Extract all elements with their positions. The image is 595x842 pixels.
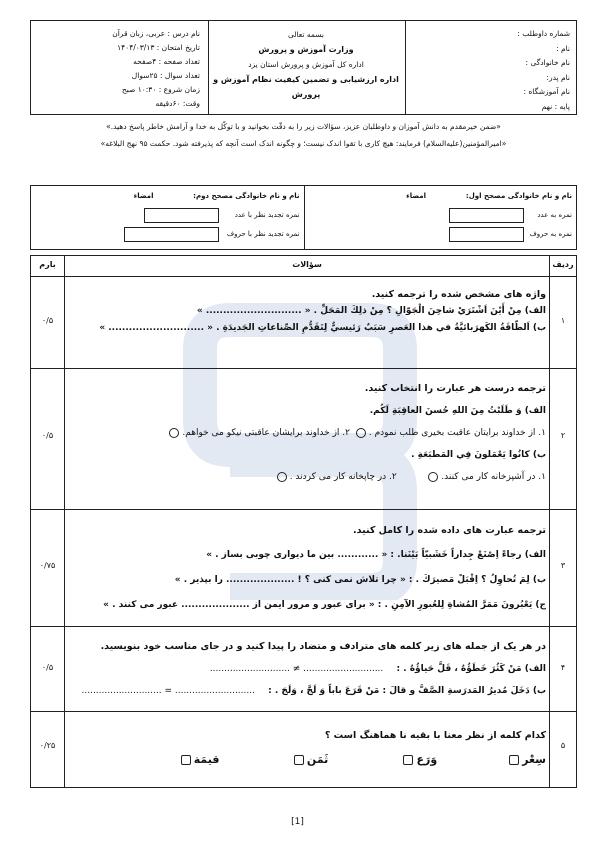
second-grader-signature-label: امضاء xyxy=(133,192,154,200)
question-score: ۰/۷۵ xyxy=(39,561,56,570)
question-title: در هر یک از جمله های زیر کلمه های مترادف و متضاد را پیدا کنید و در جای مناسب خود بنویسید. xyxy=(100,641,546,652)
exam-header xyxy=(30,20,577,115)
last-name-label: نام خانوادگی : xyxy=(525,58,570,67)
score-letters-field[interactable] xyxy=(449,227,524,242)
question-line-text: الف) مَنْ كَثُرَ خَطَؤُهُ ، قَلَّ حَياؤُهُ . : xyxy=(396,664,546,674)
question-line xyxy=(66,680,546,702)
question-line: الف) رجاءً اِصْنَعْ جِداراً خَشَبيّاً بَيْنَنا. : « ............ بین ما دیواری چوبی بساز . » xyxy=(206,550,546,560)
option-checkbox[interactable] xyxy=(509,755,519,765)
grade-label: پایه : نهم xyxy=(541,101,570,111)
question-line: ب) اَلطّاقَةُ الكَهرَبائيَّةُ في هذا العَصرِ سَبَبٌ رَئيسيٌّ لِتَقَدُّمِ الصِّناعاتِ الجَديدَةِ . « ............................ » xyxy=(99,323,546,333)
subject-label: نام درس : عربی، زبان قرآن xyxy=(112,29,200,38)
question-5 xyxy=(66,724,546,772)
page-number: [1] xyxy=(291,817,304,827)
question-number: ۳ xyxy=(560,561,566,570)
question-title: ترجمه درست هر عبارت را انتخاب کنید. xyxy=(364,383,546,394)
question-number: ۱ xyxy=(560,316,566,325)
revised-digits-field[interactable] xyxy=(144,208,219,223)
option-radio[interactable] xyxy=(428,472,438,482)
col-score-header: بارم xyxy=(39,260,56,269)
duration-label: وقت: ۶۰دقیقه xyxy=(155,99,200,108)
question-count-label: تعداد سوال : ۲۵سوال xyxy=(131,71,200,80)
revised-letters-label: نمره تجدید نظر با حروف xyxy=(226,230,300,238)
questions-table xyxy=(30,255,577,788)
intro-quote: «امیرالمؤمنین(علیه‌السلام) فرمایند: هیچ کاری با تقوا اندک نیست؛ و چگونه اندک است آنچه که پذیرفته شود. حکمت ۹۵ نهج البلاغه» xyxy=(100,139,507,148)
question-score: ۰/۵ xyxy=(41,431,54,440)
antonym-blank[interactable]: ............................ ≠ ............................ xyxy=(209,664,384,674)
option-radio[interactable] xyxy=(277,472,287,482)
first-name-label: نام : xyxy=(556,43,570,53)
col-row-header: ردیف xyxy=(552,260,574,269)
question-title: کدام کلمه از نظر معنا با بقیه نا هماهنگ است ؟ xyxy=(324,730,546,741)
second-grader-block xyxy=(31,186,304,249)
ministry-name: وزارت آموزش و پرورش xyxy=(258,45,354,54)
option-text: وَرَع xyxy=(416,753,438,766)
exam-info xyxy=(31,21,208,114)
first-grader-signature-label: امضاء xyxy=(406,192,426,200)
option-text: ثَمَن xyxy=(306,753,329,766)
question-number: ۵ xyxy=(560,741,566,750)
question-score: ۰/۵ xyxy=(41,663,54,672)
option-checkbox[interactable] xyxy=(181,755,191,765)
question-number: ۴ xyxy=(560,663,566,672)
option-radio[interactable] xyxy=(169,428,179,438)
bismillah: بسمه تعالی xyxy=(287,30,325,39)
ministry-info xyxy=(206,21,406,114)
question-line xyxy=(66,658,546,680)
option-text: ۲. از خداوند برایشان عاقبتی نیکو می خواهم. xyxy=(182,428,350,438)
score-letters-label: نمره به حروف xyxy=(529,230,572,238)
directorate-name: اداره کل آموزش و پرورش استان یزد xyxy=(248,60,364,69)
option-checkbox[interactable] xyxy=(294,755,304,765)
page-count-label: تعداد صفحه : ۴صفحه xyxy=(133,57,200,66)
synonym-blank[interactable]: ............................ = ............................ xyxy=(81,686,255,696)
intro-greeting: «ضمن خیرمقدم به دانش آموزان و داوطلبان عزیز، سؤالات زیر را به دقّت بخوانید و با توکّل به خدا و آرامش خاطر پاسخ دهید.» xyxy=(106,122,501,131)
col-questions-header: سؤالات xyxy=(292,260,322,269)
question-line: ج) يَعْبُرونَ مَمَرَّ المُشاةِ لِلعُبورِ الآمِنِ . : « برای عبور و مرور ایمن از .................... عبور می کنند . » xyxy=(103,600,546,610)
question-2 xyxy=(66,378,546,488)
option-checkbox[interactable] xyxy=(403,755,413,765)
father-name-label: نام پدر: xyxy=(546,72,570,82)
office-name: اداره ارزشیابی و تضمین کیفیت نظام آموزش و پرورش xyxy=(213,75,399,99)
school-name-label: نام آموزشگاه : xyxy=(523,87,570,96)
question-score: ۰/۲۵ xyxy=(39,741,56,750)
start-time-label: زمان شروع : ۱۰:۳۰ صبح xyxy=(121,85,200,94)
exam-date-label: تاریخ امتحان : ۱۴۰۴/۰۳/۱۳ xyxy=(117,43,200,52)
option-text: سِعْر xyxy=(522,753,546,766)
question-4 xyxy=(66,636,546,702)
revised-letters-field[interactable] xyxy=(124,227,219,242)
score-digits-label: نمره به عدد xyxy=(537,211,572,219)
question-line: ب) كانُوا يَعْمَلونَ فِي المَطبَعَةِ . xyxy=(411,450,546,460)
option-row xyxy=(66,422,546,444)
first-grader-label: نام و نام خانوادگی مصحح اول: xyxy=(465,192,572,200)
seat-number-label: شماره داوطلب : xyxy=(517,29,570,38)
option-text: ۲. در چاپخانه کار می کردند . xyxy=(289,472,397,482)
first-grader-block xyxy=(304,186,577,249)
question-3 xyxy=(66,518,546,618)
question-score: ۰/۵ xyxy=(41,316,54,325)
question-number: ۲ xyxy=(560,431,566,440)
grader-section xyxy=(30,185,577,250)
question-line: ب) لِمَ تُحاوِلُ ؟ اِقْبَلْ مَصيرَكَ . : « چرا تلاش نمی کنی ؟ ! .................... را بپذیر . » xyxy=(174,575,546,585)
question-line-text: ب) دَخَلَ مُديرُ المَدرَسةِ الصَّفَّ و قالَ : مَنْ قَرَعَ باباً وَ لَجَّ ، وَلَجَ . : xyxy=(268,686,546,696)
option-row xyxy=(66,748,546,772)
score-digits-field[interactable] xyxy=(449,208,524,223)
question-1 xyxy=(66,286,546,337)
option-text: ۱. در آشپزخانه کار می کنند. xyxy=(441,472,546,482)
option-text: قيمَة xyxy=(193,753,220,766)
question-title: واژه های مشخص شده را ترجمه کنید. xyxy=(371,289,546,300)
question-line: الف) مِنْ أَيْنَ اَشْتَرَيْ شاحِنَ الْجَوّالِ ؟ مِنْ ذلِكَ المَحَلِّ . « ............................ » xyxy=(196,306,546,316)
second-grader-label: نام و نام خانوادگی مصحح دوم: xyxy=(193,192,300,200)
option-text: ۱. از خداوند برایتان عاقبت بخیری طلب نمودم . xyxy=(368,428,546,438)
question-line: الف) وَ طَلَبْتُ مِنَ اللهِ حُسنَ العاقِبَةِ لَكُم. xyxy=(369,406,546,416)
option-row xyxy=(66,466,546,488)
question-title: ترجمه عبارت های داده شده را کامل کنید. xyxy=(352,525,546,536)
revised-digits-label: نمره تجدید نظر با عدد xyxy=(234,211,300,219)
student-info xyxy=(406,21,576,114)
option-radio[interactable] xyxy=(356,428,366,438)
